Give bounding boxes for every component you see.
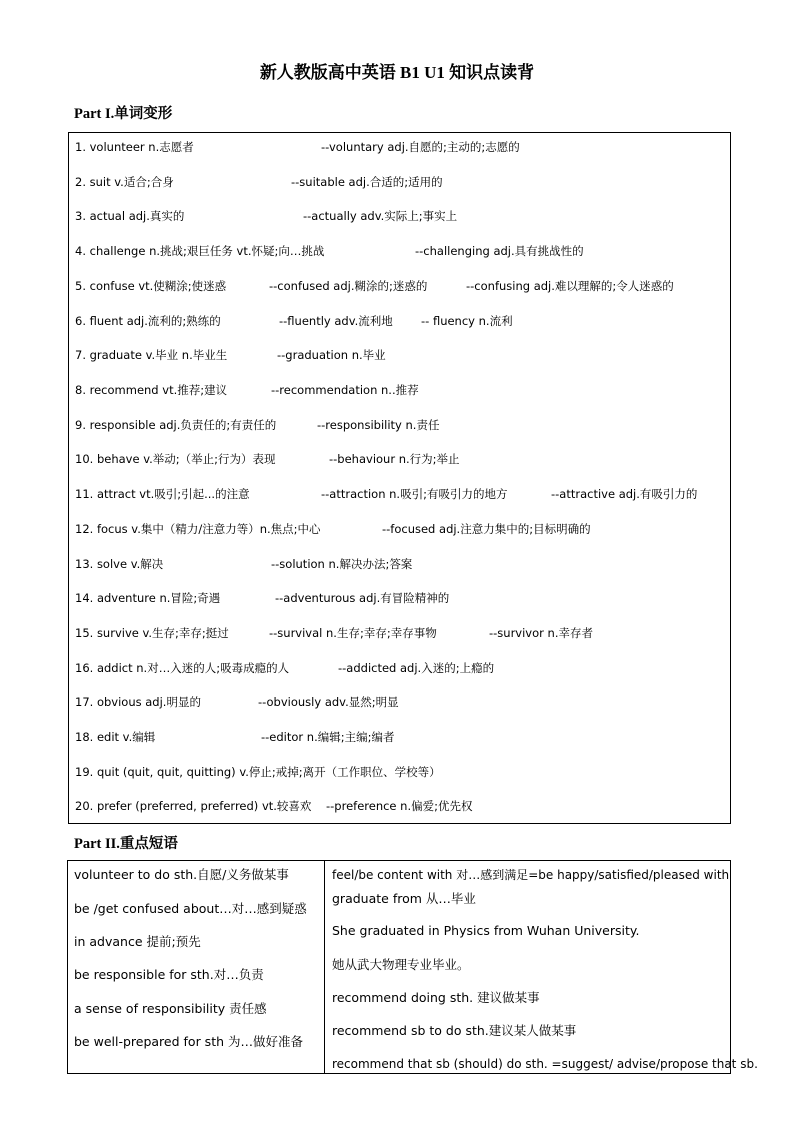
vocab-derivative: --graduation n.毕业 bbox=[277, 348, 386, 362]
phrase-table bbox=[67, 860, 758, 1074]
vocab-row bbox=[75, 554, 412, 574]
vocab-row bbox=[75, 311, 513, 331]
vocab-derivative: --actually adv.实际上;事实上 bbox=[303, 209, 458, 223]
vocab-derivative: --survivor n.幸存者 bbox=[489, 626, 593, 640]
vocab-row bbox=[75, 137, 520, 157]
vocab-base: 12. focus v.集中（精力/注意力等）n.焦点;中心 bbox=[75, 522, 321, 536]
vocab-base: 2. suit v.适合;合身 bbox=[75, 175, 174, 189]
vocab-row bbox=[75, 172, 443, 192]
vocab-base: 10. behave v.举动;（举止;行为）表现 bbox=[75, 452, 276, 466]
vocab-row bbox=[75, 241, 584, 261]
vocab-base: 4. challenge n.挑战;艰巨任务 vt.怀疑;向…挑战 bbox=[75, 244, 325, 258]
vocab-base: 14. adventure n.冒险;奇遇 bbox=[75, 591, 221, 605]
vocab-base: 16. addict n.对…入迷的人;吸毒成瘾的人 bbox=[75, 661, 290, 675]
vocab-base: 17. obvious adj.明显的 bbox=[75, 695, 201, 709]
phrase-item: recommend doing sth. 建议做某事 bbox=[332, 990, 540, 1005]
vocab-derivative: --challenging adj.具有挑战性的 bbox=[415, 244, 584, 258]
vocab-base: 7. graduate v.毕业 n.毕业生 bbox=[75, 348, 228, 362]
vocab-derivative: --editor n.编辑;主编;编者 bbox=[261, 730, 395, 744]
vocab-derivative: --survival n.生存;幸存;幸存事物 bbox=[269, 626, 437, 640]
vocab-base: 18. edit v.编辑 bbox=[75, 730, 156, 744]
vocab-row bbox=[75, 206, 457, 226]
phrase-item: volunteer to do sth.自愿/义务做某事 bbox=[74, 867, 289, 882]
vocab-base: 19. quit (quit, quit, quitting) v.停止;戒掉;离开（工作职位、学校等） bbox=[75, 765, 441, 779]
vocab-derivative: --obviously adv.显然;明显 bbox=[258, 695, 399, 709]
part1-heading: Part I.单词变形 bbox=[74, 106, 173, 122]
vocab-row bbox=[75, 449, 460, 469]
vocab-row bbox=[75, 345, 386, 365]
vocab-base: 8. recommend vt.推荐;建议 bbox=[75, 383, 228, 397]
vocab-row bbox=[75, 623, 593, 643]
vocab-derivative: --attractive adj.有吸引力的 bbox=[551, 487, 698, 501]
vocab-base: 3. actual adj.真实的 bbox=[75, 209, 185, 223]
vocab-row bbox=[75, 692, 399, 712]
vocab-derivative: --attraction n.吸引;有吸引力的地方 bbox=[321, 487, 508, 501]
vocabulary-box bbox=[68, 132, 731, 824]
phrase-item: be well-prepared for sth 为…做好准备 bbox=[74, 1034, 303, 1049]
phrase-item: recommend sb to do sth.建议某人做某事 bbox=[332, 1023, 577, 1038]
column-divider bbox=[324, 861, 325, 1073]
phrase-item: be /get confused about…对…感到疑惑 bbox=[74, 901, 307, 916]
vocab-derivative: --suitable adj.合适的;适用的 bbox=[291, 175, 443, 189]
part2-heading: Part II.重点短语 bbox=[74, 836, 178, 852]
vocab-derivative: --responsibility n.责任 bbox=[317, 418, 440, 432]
phrase-item: be responsible for sth.对…负责 bbox=[74, 967, 264, 982]
vocab-row bbox=[75, 762, 441, 782]
vocab-row bbox=[75, 588, 449, 608]
vocab-base: 13. solve v.解决 bbox=[75, 557, 164, 571]
phrase-item: a sense of responsibility 责任感 bbox=[74, 1001, 267, 1016]
vocab-row bbox=[75, 484, 697, 504]
vocab-base: 1. volunteer n.志愿者 bbox=[75, 140, 194, 154]
page-title: 新人教版高中英语 B1 U1 知识点读背 bbox=[259, 63, 535, 82]
vocab-derivative: --recommendation n..推荐 bbox=[271, 383, 419, 397]
vocab-base: 5. confuse vt.使糊涂;使迷惑 bbox=[75, 279, 227, 293]
vocab-derivative: --adventurous adj.有冒险精神的 bbox=[275, 591, 450, 605]
vocab-row bbox=[75, 380, 419, 400]
vocab-derivative: --addicted adj.入迷的;上瘾的 bbox=[338, 661, 495, 675]
vocab-row bbox=[75, 276, 674, 296]
phrase-item: feel/be content with 对…感到满足=be happy/satisfied/pleased with bbox=[332, 868, 730, 882]
phrase-item: graduate from 从…毕业 bbox=[332, 891, 476, 906]
vocab-row bbox=[75, 727, 395, 747]
vocab-row bbox=[75, 658, 494, 678]
phrase-item: recommend that sb (should) do sth. =suggest/ advise/propose that sb. bbox=[332, 1057, 758, 1071]
vocab-derivative: --focused adj.注意力集中的;目标明确的 bbox=[382, 522, 591, 536]
vocab-derivative: --preference n.偏爱;优先权 bbox=[326, 799, 473, 813]
example-translation: 她从武大物理专业毕业。 bbox=[332, 957, 470, 972]
vocab-row bbox=[75, 519, 591, 539]
vocab-derivative: -- fluency n.流利 bbox=[421, 314, 513, 328]
vocab-derivative: --solution n.解决办法;答案 bbox=[271, 557, 413, 571]
vocab-base: 6. fluent adj.流利的;熟练的 bbox=[75, 314, 221, 328]
vocab-base: 20. prefer (preferred, preferred) vt.较喜欢 bbox=[75, 799, 312, 813]
vocab-derivative: --fluently adv.流利地 bbox=[279, 314, 393, 328]
phrase-item: in advance 提前;预先 bbox=[74, 934, 201, 949]
example-sentence: She graduated in Physics from Wuhan University. bbox=[332, 923, 640, 938]
vocab-derivative: --behaviour n.行为;举止 bbox=[329, 452, 460, 466]
vocab-row bbox=[75, 415, 439, 435]
vocab-base: 9. responsible adj.负责任的;有责任的 bbox=[75, 418, 277, 432]
vocab-derivative: --voluntary adj.自愿的;主动的;志愿的 bbox=[321, 140, 520, 154]
vocab-derivative: --confused adj.糊涂的;迷惑的 bbox=[269, 279, 428, 293]
vocab-derivative: --confusing adj.难以理解的;令人迷惑的 bbox=[466, 279, 674, 293]
vocab-row bbox=[75, 796, 472, 816]
vocab-base: 15. survive v.生存;幸存;挺过 bbox=[75, 626, 229, 640]
vocab-base: 11. attract vt.吸引;引起...的注意 bbox=[75, 487, 250, 501]
